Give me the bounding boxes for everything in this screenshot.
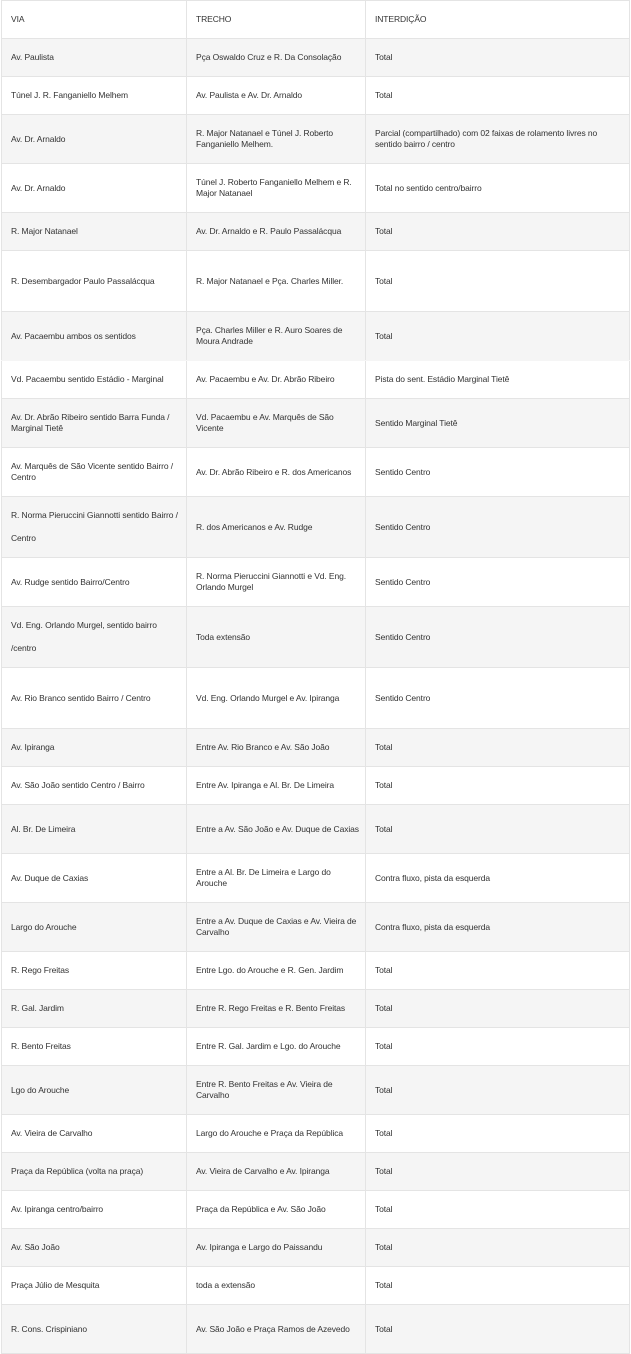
cell-via: Av. Dr. Abrão Ribeiro sentido Barra Funda / Marginal Tietê	[2, 399, 187, 448]
table-row	[2, 903, 630, 952]
cell-interdicao: Sentido Centro	[366, 497, 630, 558]
cell-trecho: Vd. Pacaembu e Av. Marquês de São Vicente	[187, 399, 366, 448]
cell-via: R. Bento Freitas	[2, 1028, 187, 1066]
cell-interdicao: Total	[366, 1066, 630, 1115]
cell-interdicao: Total	[366, 213, 630, 251]
table-row	[2, 213, 630, 251]
cell-trecho: Praça da República e Av. São João	[187, 1191, 366, 1229]
cell-via: Av. Rio Branco sentido Bairro / Centro	[2, 668, 187, 729]
cell-interdicao: Total	[366, 1305, 630, 1354]
table-row	[2, 607, 630, 668]
cell-trecho: Entre R. Gal. Jardim e Lgo. do Arouche	[187, 1028, 366, 1066]
cell-interdicao: Total	[366, 251, 630, 312]
cell-interdicao: Total	[366, 1028, 630, 1066]
table-row	[2, 164, 630, 213]
cell-interdicao: Total	[366, 1153, 630, 1191]
cell-interdicao: Total	[366, 312, 630, 361]
header-interdicao: INTERDIÇÃO	[366, 1, 630, 39]
cell-via: Av. Paulista	[2, 39, 187, 77]
cell-via: Av. Marquês de São Vicente sentido Bairro / Centro	[2, 448, 187, 497]
cell-via: R. Cons. Crispiniano	[2, 1305, 187, 1354]
cell-trecho: R. dos Americanos e Av. Rudge	[187, 497, 366, 558]
cell-via: R. Gal. Jardim	[2, 990, 187, 1028]
cell-trecho: Av. Vieira de Carvalho e Av. Ipiranga	[187, 1153, 366, 1191]
cell-interdicao: Total	[366, 1191, 630, 1229]
table-row	[2, 39, 630, 77]
table-row	[2, 729, 630, 767]
cell-via: Av. Rudge sentido Bairro/Centro	[2, 558, 187, 607]
cell-trecho: Av. Paulista e Av. Dr. Arnaldo	[187, 77, 366, 115]
table-row	[2, 1153, 630, 1191]
cell-via: Av. Ipiranga centro/bairro	[2, 1191, 187, 1229]
cell-interdicao: Parcial (compartilhado) com 02 faixas de rolamento livres no sentido bairro / centro	[366, 115, 630, 164]
cell-via: Av. Pacaembu ambos os sentidos	[2, 312, 187, 361]
table-row	[2, 77, 630, 115]
cell-trecho: R. Norma Pieruccini Giannotti e Vd. Eng. Orlando Murgel	[187, 558, 366, 607]
cell-via: R. Rego Freitas	[2, 952, 187, 990]
cell-trecho: Av. Pacaembu e Av. Dr. Abrão Ribeiro	[187, 361, 366, 399]
cell-via: R. Major Natanael	[2, 213, 187, 251]
cell-via: R. Desembargador Paulo Passalácqua	[2, 251, 187, 312]
cell-trecho: Túnel J. Roberto Fanganiello Melhem e R. Major Natanael	[187, 164, 366, 213]
cell-interdicao: Total	[366, 729, 630, 767]
table-row	[2, 990, 630, 1028]
cell-trecho: Entre Lgo. do Arouche e R. Gen. Jardim	[187, 952, 366, 990]
cell-trecho: Entre R. Rego Freitas e R. Bento Freitas	[187, 990, 366, 1028]
cell-interdicao: Contra fluxo, pista da esquerda	[366, 854, 630, 903]
cell-interdicao: Pista do sent. Estádio Marginal Tietê	[366, 361, 630, 399]
table-row	[2, 668, 630, 729]
cell-via: R. Norma Pieruccini Giannotti sentido Bairro / Centro	[2, 497, 187, 558]
header-via: VIA	[2, 1, 187, 39]
cell-interdicao: Total	[366, 1229, 630, 1267]
header-trecho: TRECHO	[187, 1, 366, 39]
table-row	[2, 361, 630, 399]
table-row	[2, 251, 630, 312]
cell-via: Av. Dr. Arnaldo	[2, 164, 187, 213]
table-row	[2, 1066, 630, 1115]
interdiction-table	[1, 0, 630, 1354]
cell-via: Al. Br. De Limeira	[2, 805, 187, 854]
cell-via: Vd. Pacaembu sentido Estádio - Marginal	[2, 361, 187, 399]
cell-interdicao: Contra fluxo, pista da esquerda	[366, 903, 630, 952]
cell-trecho: Toda extensão	[187, 607, 366, 668]
cell-trecho: Entre a Av. São João e Av. Duque de Caxias	[187, 805, 366, 854]
cell-interdicao: Total	[366, 952, 630, 990]
cell-via: Praça da República (volta na praça)	[2, 1153, 187, 1191]
cell-trecho: Av. Dr. Arnaldo e R. Paulo Passalácqua	[187, 213, 366, 251]
table-row	[2, 1191, 630, 1229]
table-row	[2, 1305, 630, 1354]
cell-via: Av. Vieira de Carvalho	[2, 1115, 187, 1153]
table-row	[2, 805, 630, 854]
cell-via: Largo do Arouche	[2, 903, 187, 952]
cell-trecho: Entre Av. Ipiranga e Al. Br. De Limeira	[187, 767, 366, 805]
cell-trecho: toda a extensão	[187, 1267, 366, 1305]
cell-via: Lgo do Arouche	[2, 1066, 187, 1115]
table-header-row	[2, 1, 630, 39]
cell-via: Av. Duque de Caxias	[2, 854, 187, 903]
table-row	[2, 952, 630, 990]
table-row	[2, 1115, 630, 1153]
cell-trecho: Entre R. Bento Freitas e Av. Vieira de Carvalho	[187, 1066, 366, 1115]
cell-via: Vd. Eng. Orlando Murgel, sentido bairro /centro	[2, 607, 187, 668]
cell-via: Túnel J. R. Fanganiello Melhem	[2, 77, 187, 115]
table-row	[2, 312, 630, 361]
cell-trecho: Av. São João e Praça Ramos de Azevedo	[187, 1305, 366, 1354]
cell-via: Av. Ipiranga	[2, 729, 187, 767]
cell-trecho: Av. Ipiranga e Largo do Paissandu	[187, 1229, 366, 1267]
cell-trecho: Entre a Al. Br. De Limeira e Largo do Arouche	[187, 854, 366, 903]
cell-interdicao: Total	[366, 39, 630, 77]
cell-trecho: Av. Dr. Abrão Ribeiro e R. dos Americanos	[187, 448, 366, 497]
cell-interdicao: Total	[366, 767, 630, 805]
cell-interdicao: Sentido Centro	[366, 668, 630, 729]
table-row	[2, 115, 630, 164]
cell-via: Av. Dr. Arnaldo	[2, 115, 187, 164]
cell-interdicao: Total	[366, 77, 630, 115]
cell-via: Av. São João sentido Centro / Bairro	[2, 767, 187, 805]
table-row	[2, 1229, 630, 1267]
cell-trecho: Pça. Charles Miller e R. Auro Soares de Moura Andrade	[187, 312, 366, 361]
table-row	[2, 854, 630, 903]
cell-interdicao: Total no sentido centro/bairro	[366, 164, 630, 213]
cell-interdicao: Sentido Centro	[366, 448, 630, 497]
cell-trecho: R. Major Natanael e Túnel J. Roberto Fanganiello Melhem.	[187, 115, 366, 164]
cell-via: Praça Júlio de Mesquita	[2, 1267, 187, 1305]
cell-trecho: Entre Av. Rio Branco e Av. São João	[187, 729, 366, 767]
cell-interdicao: Sentido Centro	[366, 558, 630, 607]
cell-trecho: Pça Oswaldo Cruz e R. Da Consolação	[187, 39, 366, 77]
cell-interdicao: Total	[366, 1115, 630, 1153]
cell-interdicao: Total	[366, 1267, 630, 1305]
table-row	[2, 399, 630, 448]
table-row	[2, 558, 630, 607]
cell-trecho: Vd. Eng. Orlando Murgel e Av. Ipiranga	[187, 668, 366, 729]
cell-trecho: R. Major Natanael e Pça. Charles Miller.	[187, 251, 366, 312]
cell-interdicao: Sentido Marginal Tietê	[366, 399, 630, 448]
cell-trecho: Largo do Arouche e Praça da República	[187, 1115, 366, 1153]
cell-interdicao: Sentido Centro	[366, 607, 630, 668]
table-row	[2, 1028, 630, 1066]
table-row	[2, 767, 630, 805]
cell-interdicao: Total	[366, 805, 630, 854]
cell-interdicao: Total	[366, 990, 630, 1028]
cell-trecho: Entre a Av. Duque de Caxias e Av. Vieira de Carvalho	[187, 903, 366, 952]
table-row	[2, 1267, 630, 1305]
table-row	[2, 497, 630, 558]
table-row	[2, 448, 630, 497]
cell-via: Av. São João	[2, 1229, 187, 1267]
